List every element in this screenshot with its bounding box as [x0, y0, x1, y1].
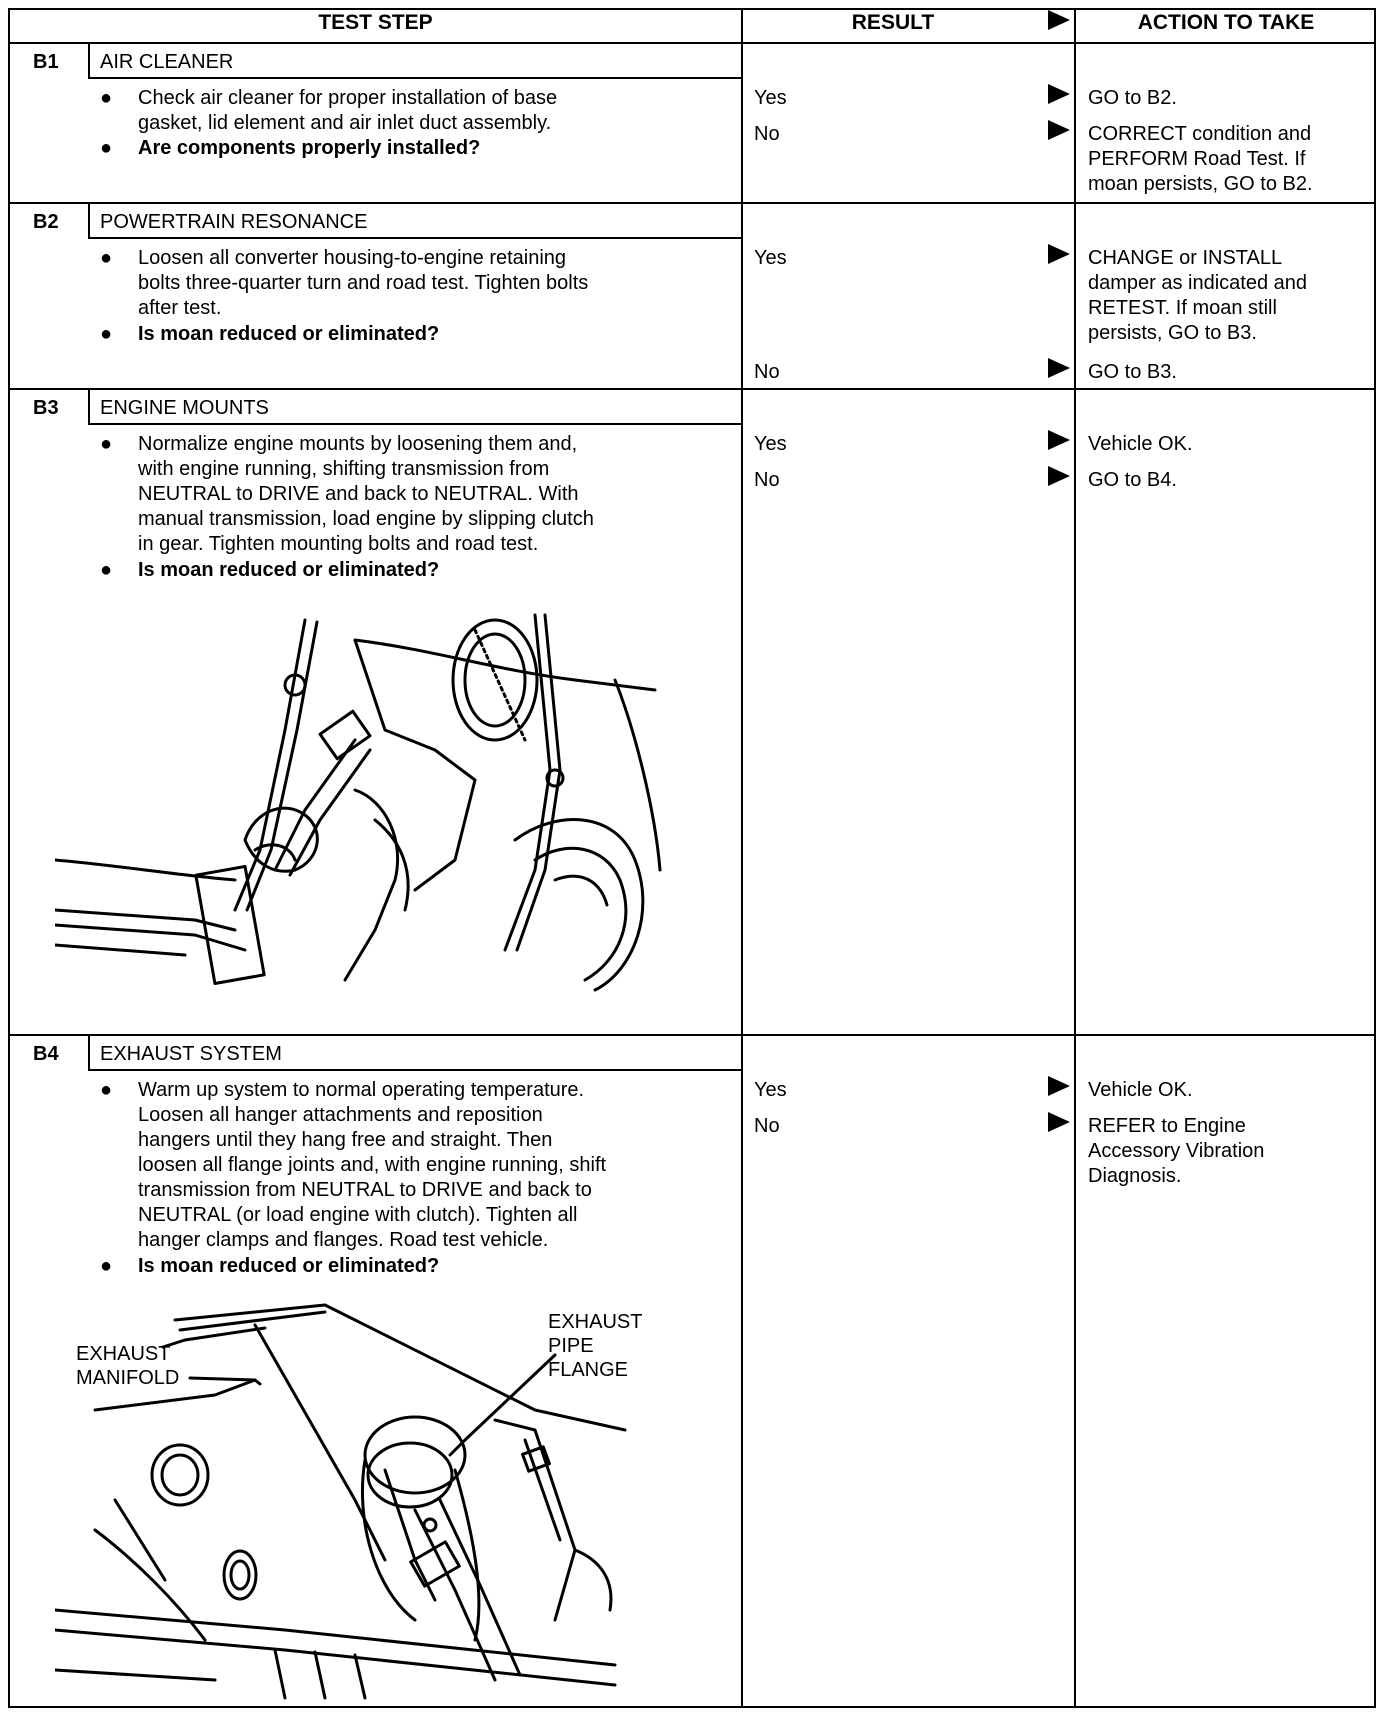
row-rule-b1: [8, 202, 1376, 204]
step-b4-instruction: Warm up system to normal operating temperature. Loosen all hanger attachments and reposition hangers until they hang free and straight. Then loosen all flange joints and, with engine running, shift transmission from NEUTRAL to DRIVE and back to NEUTRAL (or load engine with clutch). Tighten all hanger clamps and flanges. Road test vehicle.: [138, 1079, 607, 1251]
result-b2-no: No: [754, 361, 780, 383]
action-b3-yes: Vehicle OK.: [1088, 433, 1193, 455]
step-title-b4: EXHAUST SYSTEM: [100, 1043, 282, 1065]
step-code-b4: B4: [33, 1043, 59, 1065]
step-b2-instruction: Loosen all converter housing-to-engine retaining bolts three-quarter turn and road test. Tighten bolts after test.: [138, 247, 589, 319]
result-b3-no: No: [754, 469, 780, 491]
action-b2-no: GO to B3.: [1088, 361, 1177, 383]
bullet-icon: ●: [100, 87, 113, 109]
bullet-icon: ●: [100, 1079, 113, 1101]
bullet-icon: ●: [100, 433, 113, 455]
result-b1-no: No: [754, 123, 780, 145]
result-b2-yes: Yes: [754, 247, 787, 269]
title-rule-b2: [88, 237, 741, 239]
bullet-icon: ●: [100, 247, 113, 269]
result-b4-no: No: [754, 1115, 780, 1137]
column-divider-result: [741, 8, 743, 1708]
header-bottom-rule: [8, 42, 1376, 44]
action-b1-yes: GO to B2.: [1088, 87, 1177, 109]
title-rule-b4: [88, 1069, 741, 1071]
exhaust-system-illustration: [55, 1300, 675, 1700]
code-divider-b4: [88, 1034, 90, 1069]
arrow-icon: [1048, 430, 1070, 450]
step-code-b2: B2: [33, 211, 59, 233]
arrow-icon: [1048, 1112, 1070, 1132]
step-b3-question: Is moan reduced or eliminated?: [138, 559, 440, 581]
step-b4-question: Is moan reduced or eliminated?: [138, 1255, 440, 1277]
bullet-icon: ●: [100, 1255, 113, 1277]
action-b2-yes: CHANGE or INSTALL damper as indicated and RETEST. If moan still persists, GO to B3.: [1088, 247, 1308, 344]
step-b2-question: Is moan reduced or eliminated?: [138, 323, 440, 345]
action-b4-no: REFER to Engine Accessory Vibration Diagnosis.: [1088, 1115, 1265, 1187]
arrow-icon: [1048, 1076, 1070, 1096]
action-b3-no: GO to B4.: [1088, 469, 1177, 491]
label-exhaust-manifold: EXHAUST MANIFOLD: [76, 1343, 180, 1389]
title-rule-b1: [88, 77, 741, 79]
result-b1-yes: Yes: [754, 87, 787, 109]
step-title-b2: POWERTRAIN RESONANCE: [100, 211, 368, 233]
column-divider-action: [1074, 8, 1076, 1708]
engine-mount-illustration: [55, 610, 675, 1000]
row-rule-b3: [8, 1034, 1376, 1036]
step-b3-instruction: Normalize engine mounts by loosening them and, with engine running, shifting transmission from NEUTRAL to DRIVE and back to NEUTRAL. With manual transmission, load engine by slipping clutch in gear. Tighten mounting bolts and road test.: [138, 433, 594, 555]
step-b1-question: Are components properly installed?: [138, 137, 481, 159]
code-divider-b1: [88, 42, 90, 77]
code-divider-b2: [88, 202, 90, 237]
result-b3-yes: Yes: [754, 433, 787, 455]
step-b1-instruction: Check air cleaner for proper installation of base gasket, lid element and air inlet duct assembly.: [138, 87, 558, 134]
action-b1-no: CORRECT condition and PERFORM Road Test. If moan persists, GO to B2.: [1088, 123, 1313, 195]
bullet-icon: ●: [100, 559, 113, 581]
arrow-icon: [1048, 120, 1070, 140]
arrow-icon: [1048, 244, 1070, 264]
row-rule-b2: [8, 388, 1376, 390]
code-divider-b3: [88, 388, 90, 423]
bullet-icon: ●: [100, 137, 113, 159]
header-action: ACTION TO TAKE: [1137, 11, 1315, 34]
arrow-icon: [1048, 466, 1070, 486]
result-b4-yes: Yes: [754, 1079, 787, 1101]
title-rule-b3: [88, 423, 741, 425]
bullet-icon: ●: [100, 323, 113, 345]
step-code-b3: B3: [33, 397, 59, 419]
arrow-icon: [1048, 358, 1070, 378]
action-b4-yes: Vehicle OK.: [1088, 1079, 1193, 1101]
step-title-b1: AIR CLEANER: [100, 51, 234, 73]
label-exhaust-pipe-flange: EXHAUST PIPE FLANGE: [548, 1311, 643, 1381]
step-code-b1: B1: [33, 51, 59, 73]
step-title-b3: ENGINE MOUNTS: [100, 397, 269, 419]
arrow-icon: [1048, 84, 1070, 104]
header-arrow-icon: [1048, 10, 1070, 30]
header-result: RESULT: [851, 11, 935, 34]
header-test-step: TEST STEP: [318, 11, 433, 34]
